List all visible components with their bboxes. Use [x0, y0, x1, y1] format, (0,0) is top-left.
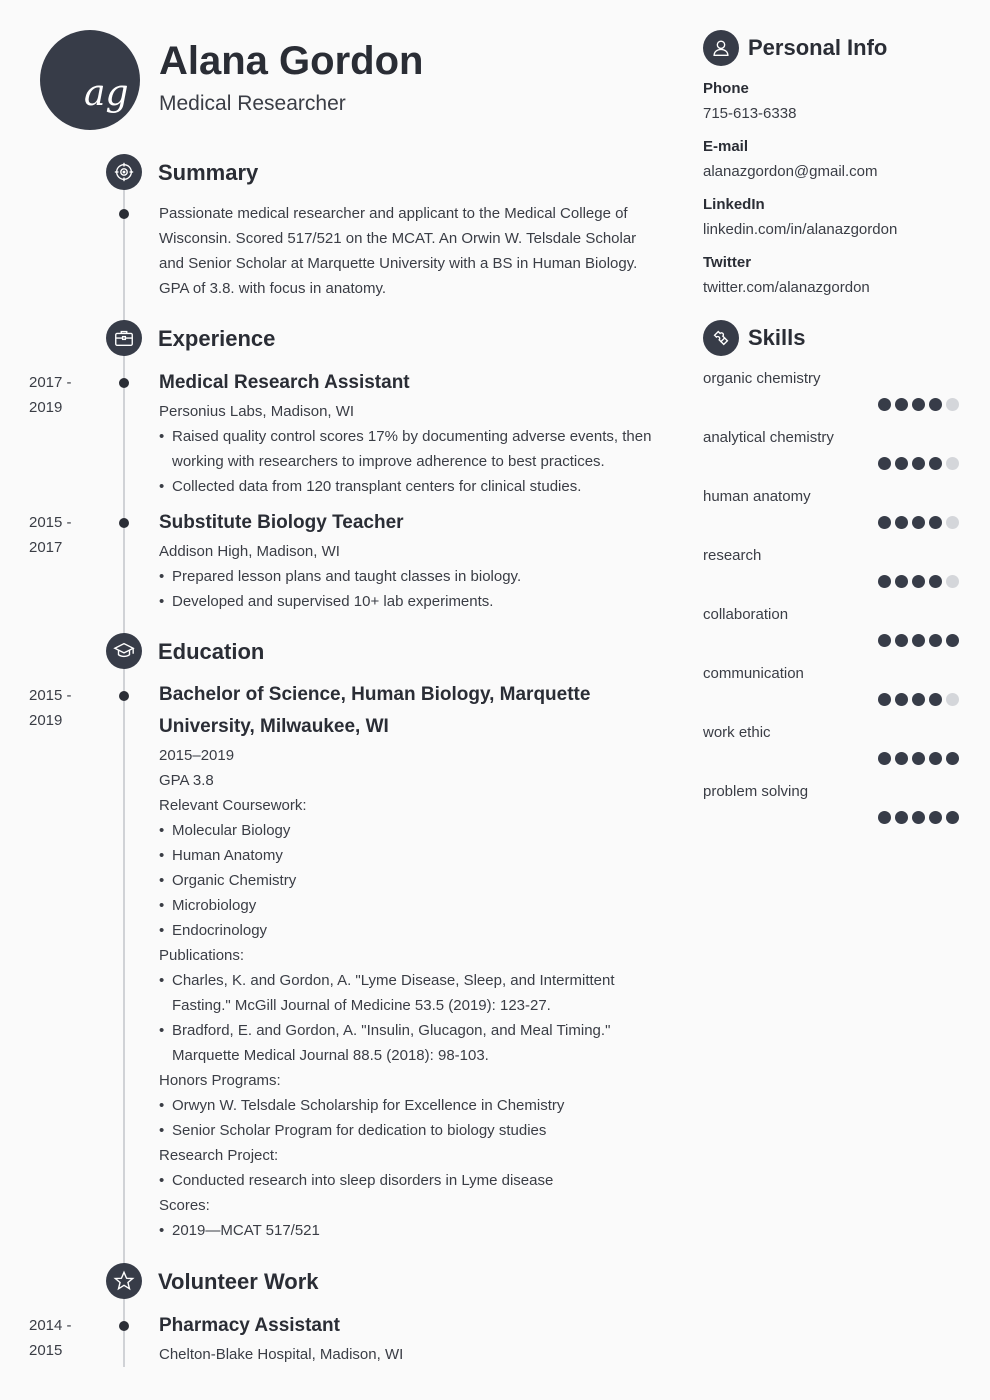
- skill-dot: [912, 457, 925, 470]
- monogram-avatar: [40, 30, 140, 130]
- list-item: • Charles, K. and Gordon, A. "Lyme Disease, Sleep, and Intermittent Fasting." McGill Journal of Medicine 53.5 (2019): 123-27.: [159, 968, 629, 1018]
- skill-dot: [929, 398, 942, 411]
- skill-dot: [946, 398, 959, 411]
- skill-rating: [878, 516, 959, 529]
- puzzle-icon: [703, 320, 739, 356]
- entry-title: Pharmacy Assistant: [159, 1315, 340, 1336]
- skill-rating: [878, 634, 959, 647]
- skill-rating: [878, 575, 959, 588]
- skill-dot: [946, 575, 959, 588]
- education-years: 2015–2019: [159, 747, 235, 764]
- section-title-skills: Skills: [748, 325, 806, 350]
- user-icon: [703, 30, 739, 66]
- honors-label: Honors Programs:: [159, 1072, 281, 1089]
- candidate-title: Medical Researcher: [159, 92, 346, 115]
- list-item: • Conducted research into sleep disorders in Lyme disease: [159, 1168, 629, 1193]
- skill-dot: [895, 457, 908, 470]
- timeline-dot: [119, 518, 129, 528]
- list-item: • Collected data from 120 transplant centers for clinical studies.: [159, 474, 669, 499]
- timeline-dot: [119, 1321, 129, 1331]
- skill-dot: [895, 693, 908, 706]
- skill-dot: [895, 634, 908, 647]
- info-label-linkedin: LinkedIn: [703, 196, 765, 213]
- skill-dot: [912, 398, 925, 411]
- skill-dot: [929, 575, 942, 588]
- skill-dot: [912, 693, 925, 706]
- skill-dot: [912, 752, 925, 765]
- info-label-twitter: Twitter: [703, 254, 752, 271]
- skill-dot: [929, 516, 942, 529]
- target-icon: [106, 154, 142, 190]
- research-list: [159, 1168, 629, 1193]
- skill-dot: [929, 752, 942, 765]
- info-label-phone: Phone: [703, 80, 749, 97]
- experience-entry: [159, 367, 669, 499]
- entry-org: Addison High, Madison, WI: [159, 543, 340, 560]
- section-title-summary: Summary: [158, 160, 259, 185]
- skill-name: analytical chemistry: [703, 429, 834, 446]
- skill-dot: [946, 516, 959, 529]
- skill-dot: [895, 575, 908, 588]
- entry-title: Bachelor of Science, Human Biology, Marquette University, Milwaukee, WI: [159, 684, 591, 737]
- list-item: • Molecular Biology: [159, 818, 629, 843]
- list-item: • Microbiology: [159, 893, 629, 918]
- skill-rating: [878, 752, 959, 765]
- research-label: Research Project:: [159, 1147, 279, 1164]
- entry-title: Substitute Biology Teacher: [159, 512, 404, 533]
- section-title-volunteer: Volunteer Work: [158, 1269, 319, 1294]
- skill-dot: [912, 811, 925, 824]
- skill-dot: [878, 752, 891, 765]
- list-item: • Organic Chemistry: [159, 868, 629, 893]
- list-item: • Raised quality control scores 17% by documenting adverse events, then working with researchers to improve adherence to best practices.: [159, 424, 669, 474]
- skill-dot: [912, 634, 925, 647]
- skill-dot: [895, 516, 908, 529]
- scores-label: Scores:: [159, 1197, 210, 1214]
- skill-dot: [929, 811, 942, 824]
- list-item: • Bradford, E. and Gordon, A. "Insulin, Glucagon, and Meal Timing." Marquette Medical Journal 88.5 (2018): 98-103.: [159, 1018, 629, 1068]
- section-title-personal-info: Personal Info: [748, 35, 888, 60]
- section-title-education: Education: [158, 639, 265, 664]
- list-item: • Prepared lesson plans and taught classes in biology.: [159, 564, 669, 589]
- skill-name: work ethic: [703, 724, 771, 741]
- info-value-linkedin: linkedin.com/in/alanazgordon: [703, 221, 898, 238]
- skill-dot: [878, 398, 891, 411]
- entry-bullets: [159, 424, 669, 499]
- skill-dot: [946, 811, 959, 824]
- list-item: • Orwyn W. Telsdale Scholarship for Excellence in Chemistry: [159, 1093, 629, 1118]
- list-item: • Human Anatomy: [159, 843, 629, 868]
- education-gpa: GPA 3.8: [159, 772, 214, 789]
- entry-org: Chelton-Blake Hospital, Madison, WI: [159, 1346, 404, 1363]
- summary-text: Passionate medical researcher and applicant to the Medical College of Wisconsin. Scored 517/521 on the MCAT. An Orwin W. Telsdale Scholar and Senior Scholar at Marquette University with a BS in Human Biology. GPA of 3.8. with focus in anatomy.: [159, 205, 638, 297]
- list-item: • Endocrinology: [159, 918, 629, 943]
- list-item: • Developed and supervised 10+ lab experiments.: [159, 589, 669, 614]
- skill-dot: [946, 457, 959, 470]
- skill-rating: [878, 457, 959, 470]
- skill-dot: [878, 693, 891, 706]
- timeline-dot: [119, 378, 129, 388]
- scores-list: [159, 1218, 629, 1243]
- skill-dot: [946, 634, 959, 647]
- timeline-dot: [119, 209, 129, 219]
- section-title-experience: Experience: [158, 326, 276, 351]
- experience-entry: [159, 507, 669, 614]
- entry-dates: 2015 - 2019: [29, 687, 72, 729]
- skill-rating: [878, 693, 959, 706]
- coursework-label: Relevant Coursework:: [159, 797, 307, 814]
- skill-dot: [878, 575, 891, 588]
- info-label-email: E-mail: [703, 138, 749, 155]
- skill-name: communication: [703, 665, 804, 682]
- graduation-cap-icon: [106, 633, 142, 669]
- candidate-name: Alana Gordon: [159, 39, 424, 83]
- list-item: • Senior Scholar Program for dedication to biology studies: [159, 1118, 629, 1143]
- entry-dates: 2015 - 2017: [29, 514, 72, 556]
- skill-dot: [946, 752, 959, 765]
- skill-dot: [946, 693, 959, 706]
- skill-dot: [912, 575, 925, 588]
- skill-name: research: [703, 547, 762, 564]
- skill-dot: [878, 634, 891, 647]
- skill-dot: [895, 752, 908, 765]
- skill-dot: [929, 457, 942, 470]
- info-value-twitter: twitter.com/alanazgordon: [703, 279, 870, 296]
- skill-name: human anatomy: [703, 488, 811, 505]
- publications-list: [159, 968, 629, 1068]
- star-icon: [106, 1263, 142, 1299]
- coursework-list: [159, 818, 629, 943]
- skill-dot: [929, 634, 942, 647]
- skill-dot: [878, 516, 891, 529]
- honors-list: [159, 1093, 629, 1143]
- skill-name: problem solving: [703, 783, 809, 800]
- entry-dates: 2017 - 2019: [29, 374, 72, 416]
- entry-dates: 2014 - 2015: [29, 1317, 72, 1359]
- list-item: • 2019—MCAT 517/521: [159, 1218, 629, 1243]
- monogram-initials: ag: [84, 73, 129, 114]
- skill-name: collaboration: [703, 606, 789, 623]
- publications-label: Publications:: [159, 947, 245, 964]
- timeline-dot: [119, 691, 129, 701]
- timeline-line: [123, 185, 125, 1367]
- skill-name: organic chemistry: [703, 370, 821, 387]
- skill-dot: [929, 693, 942, 706]
- skill-rating: [878, 398, 959, 411]
- skill-dot: [895, 811, 908, 824]
- entry-org: Personius Labs, Madison, WI: [159, 403, 355, 420]
- skill-dot: [878, 811, 891, 824]
- entry-bullets: [159, 564, 669, 614]
- info-value-phone: 715-613-6338: [703, 105, 797, 122]
- volunteer-entry: [159, 1310, 669, 1367]
- education-entry: [159, 679, 629, 1243]
- skill-dot: [895, 398, 908, 411]
- briefcase-icon: [106, 320, 142, 356]
- entry-title: Medical Research Assistant: [159, 372, 410, 393]
- info-value-email: alanazgordon@gmail.com: [703, 163, 878, 180]
- skill-dot: [912, 516, 925, 529]
- skill-rating: [878, 811, 959, 824]
- skill-dot: [878, 457, 891, 470]
